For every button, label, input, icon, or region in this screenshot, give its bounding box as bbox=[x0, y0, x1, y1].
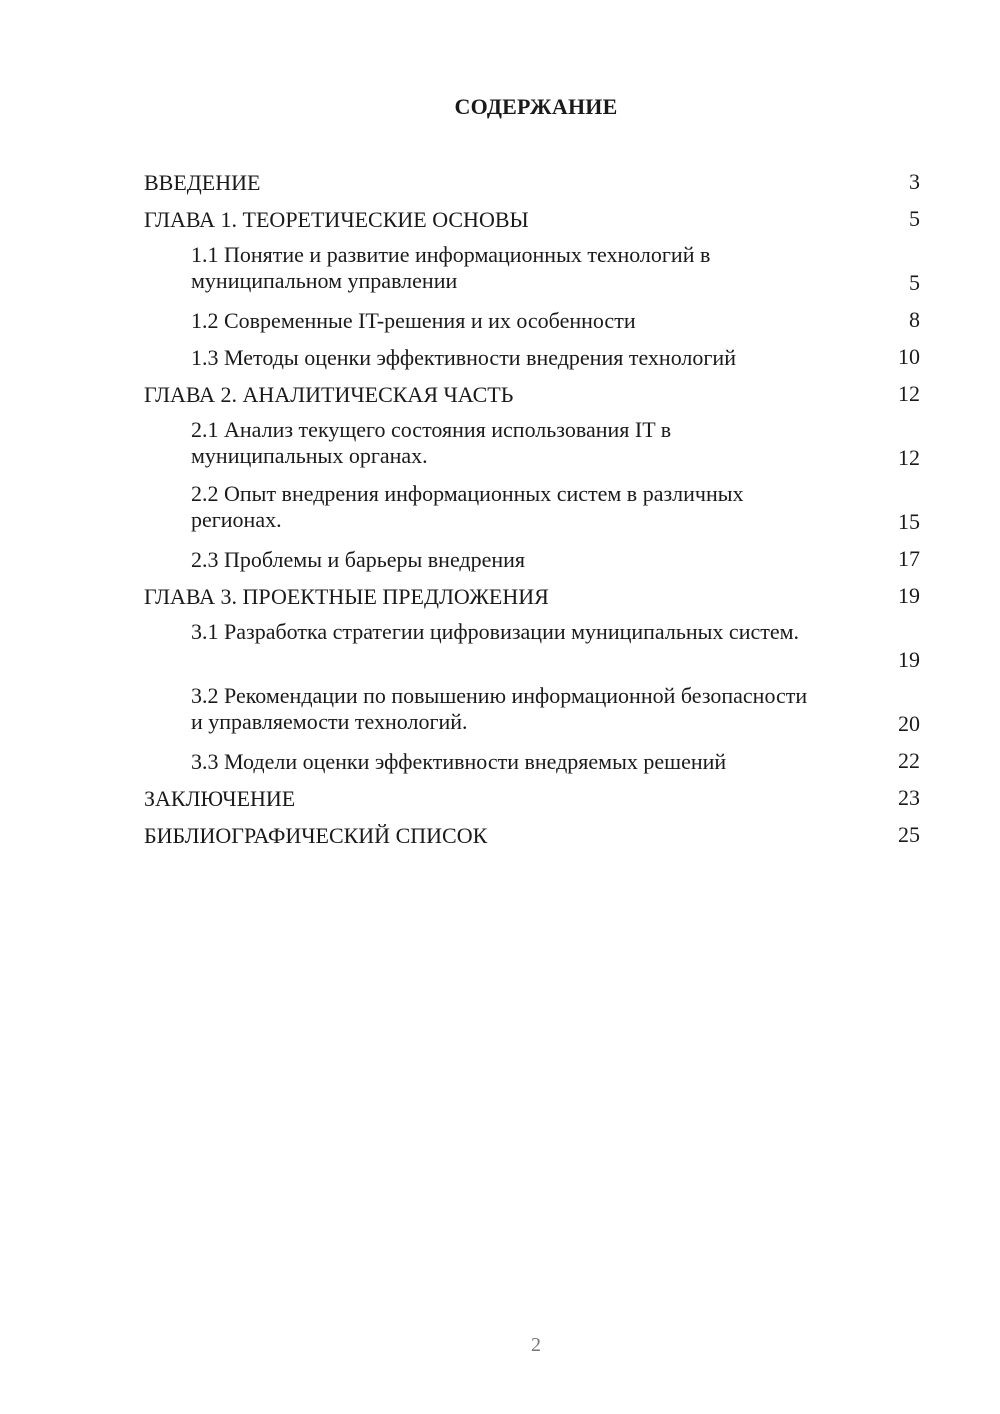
toc-entry-label: 3.1 Разработка стратегии цифровизации муниципальных систем. bbox=[191, 619, 800, 644]
toc-entry-2-1[interactable] bbox=[144, 417, 920, 481]
toc-entry-chapter-2[interactable] bbox=[144, 380, 920, 417]
toc-entry-1-3[interactable] bbox=[144, 343, 920, 380]
toc-entry-page: 5 bbox=[909, 206, 920, 231]
toc-entry-page: 5 bbox=[909, 270, 920, 295]
toc-entry-label: 1.3 Методы оценки эффективности внедрения технологий bbox=[191, 345, 736, 370]
toc-entry-page: 20 bbox=[898, 711, 920, 736]
toc-entry-page: 22 bbox=[898, 748, 920, 773]
toc-entry-label: 3.3 Модели оценки эффективности внедряемых решений bbox=[191, 749, 727, 774]
toc-entry-page: 8 bbox=[909, 307, 920, 332]
toc-entry-bibliography[interactable] bbox=[144, 821, 920, 858]
page-number: 2 bbox=[531, 1334, 541, 1356]
toc-entry-page: 23 bbox=[898, 785, 920, 810]
toc-entry-label: ГЛАВА 1. ТЕОРЕТИЧЕСКИЕ ОСНОВЫ bbox=[144, 207, 529, 232]
toc-entry-page: 10 bbox=[898, 344, 920, 369]
toc-entry-page: 25 bbox=[898, 822, 920, 847]
toc-entry-label: БИБЛИОГРАФИЧЕСКИЙ СПИСОК bbox=[144, 823, 488, 848]
toc-entry-page: 12 bbox=[898, 381, 920, 406]
toc-entry-2-3[interactable] bbox=[144, 545, 920, 582]
toc-entry-3-1[interactable] bbox=[144, 619, 920, 683]
toc-entry-page: 19 bbox=[898, 583, 920, 608]
toc-entry-page: 15 bbox=[898, 509, 920, 534]
toc-entry-page: 17 bbox=[898, 546, 920, 571]
toc-entry-page: 12 bbox=[898, 445, 920, 470]
toc-title: СОДЕРЖАНИЕ bbox=[454, 94, 618, 119]
toc-entry-3-3[interactable] bbox=[144, 747, 920, 784]
table-of-contents bbox=[144, 168, 920, 858]
toc-entry-1-1[interactable] bbox=[144, 242, 920, 306]
toc-entry-2-2[interactable] bbox=[144, 481, 920, 545]
toc-entry-label: ГЛАВА 3. ПРОЕКТНЫЕ ПРЕДЛОЖЕНИЯ bbox=[144, 584, 549, 609]
toc-entry-label: ГЛАВА 2. АНАЛИТИЧЕСКАЯ ЧАСТЬ bbox=[144, 382, 514, 407]
toc-entry-introduction[interactable] bbox=[144, 168, 920, 205]
toc-entry-page: 19 bbox=[898, 647, 920, 672]
toc-entry-3-2[interactable] bbox=[144, 683, 920, 747]
toc-entry-label: 2.1 Анализ текущего состояния использования IT в муниципальных органах. bbox=[191, 417, 672, 468]
toc-entry-label: 2.3 Проблемы и барьеры внедрения bbox=[191, 547, 526, 572]
toc-entry-label: ЗАКЛЮЧЕНИЕ bbox=[144, 786, 296, 811]
toc-entry-chapter-1[interactable] bbox=[144, 205, 920, 242]
toc-entry-label: ВВЕДЕНИЕ bbox=[144, 170, 261, 195]
toc-entry-label: 1.1 Понятие и развитие информационных технологий в муниципальном управлении bbox=[191, 242, 711, 293]
toc-entry-1-2[interactable] bbox=[144, 306, 920, 343]
toc-entry-label: 1.2 Современные IT-решения и их особенности bbox=[191, 308, 636, 333]
toc-entry-chapter-3[interactable] bbox=[144, 582, 920, 619]
toc-entry-label: 3.2 Рекомендации по повышению информационной безопасности и управляемости технологий. bbox=[191, 683, 808, 734]
toc-entry-page: 3 bbox=[909, 169, 920, 194]
toc-entry-label: 2.2 Опыт внедрения информационных систем в различных регионах. bbox=[191, 481, 744, 532]
toc-entry-conclusion[interactable] bbox=[144, 784, 920, 821]
